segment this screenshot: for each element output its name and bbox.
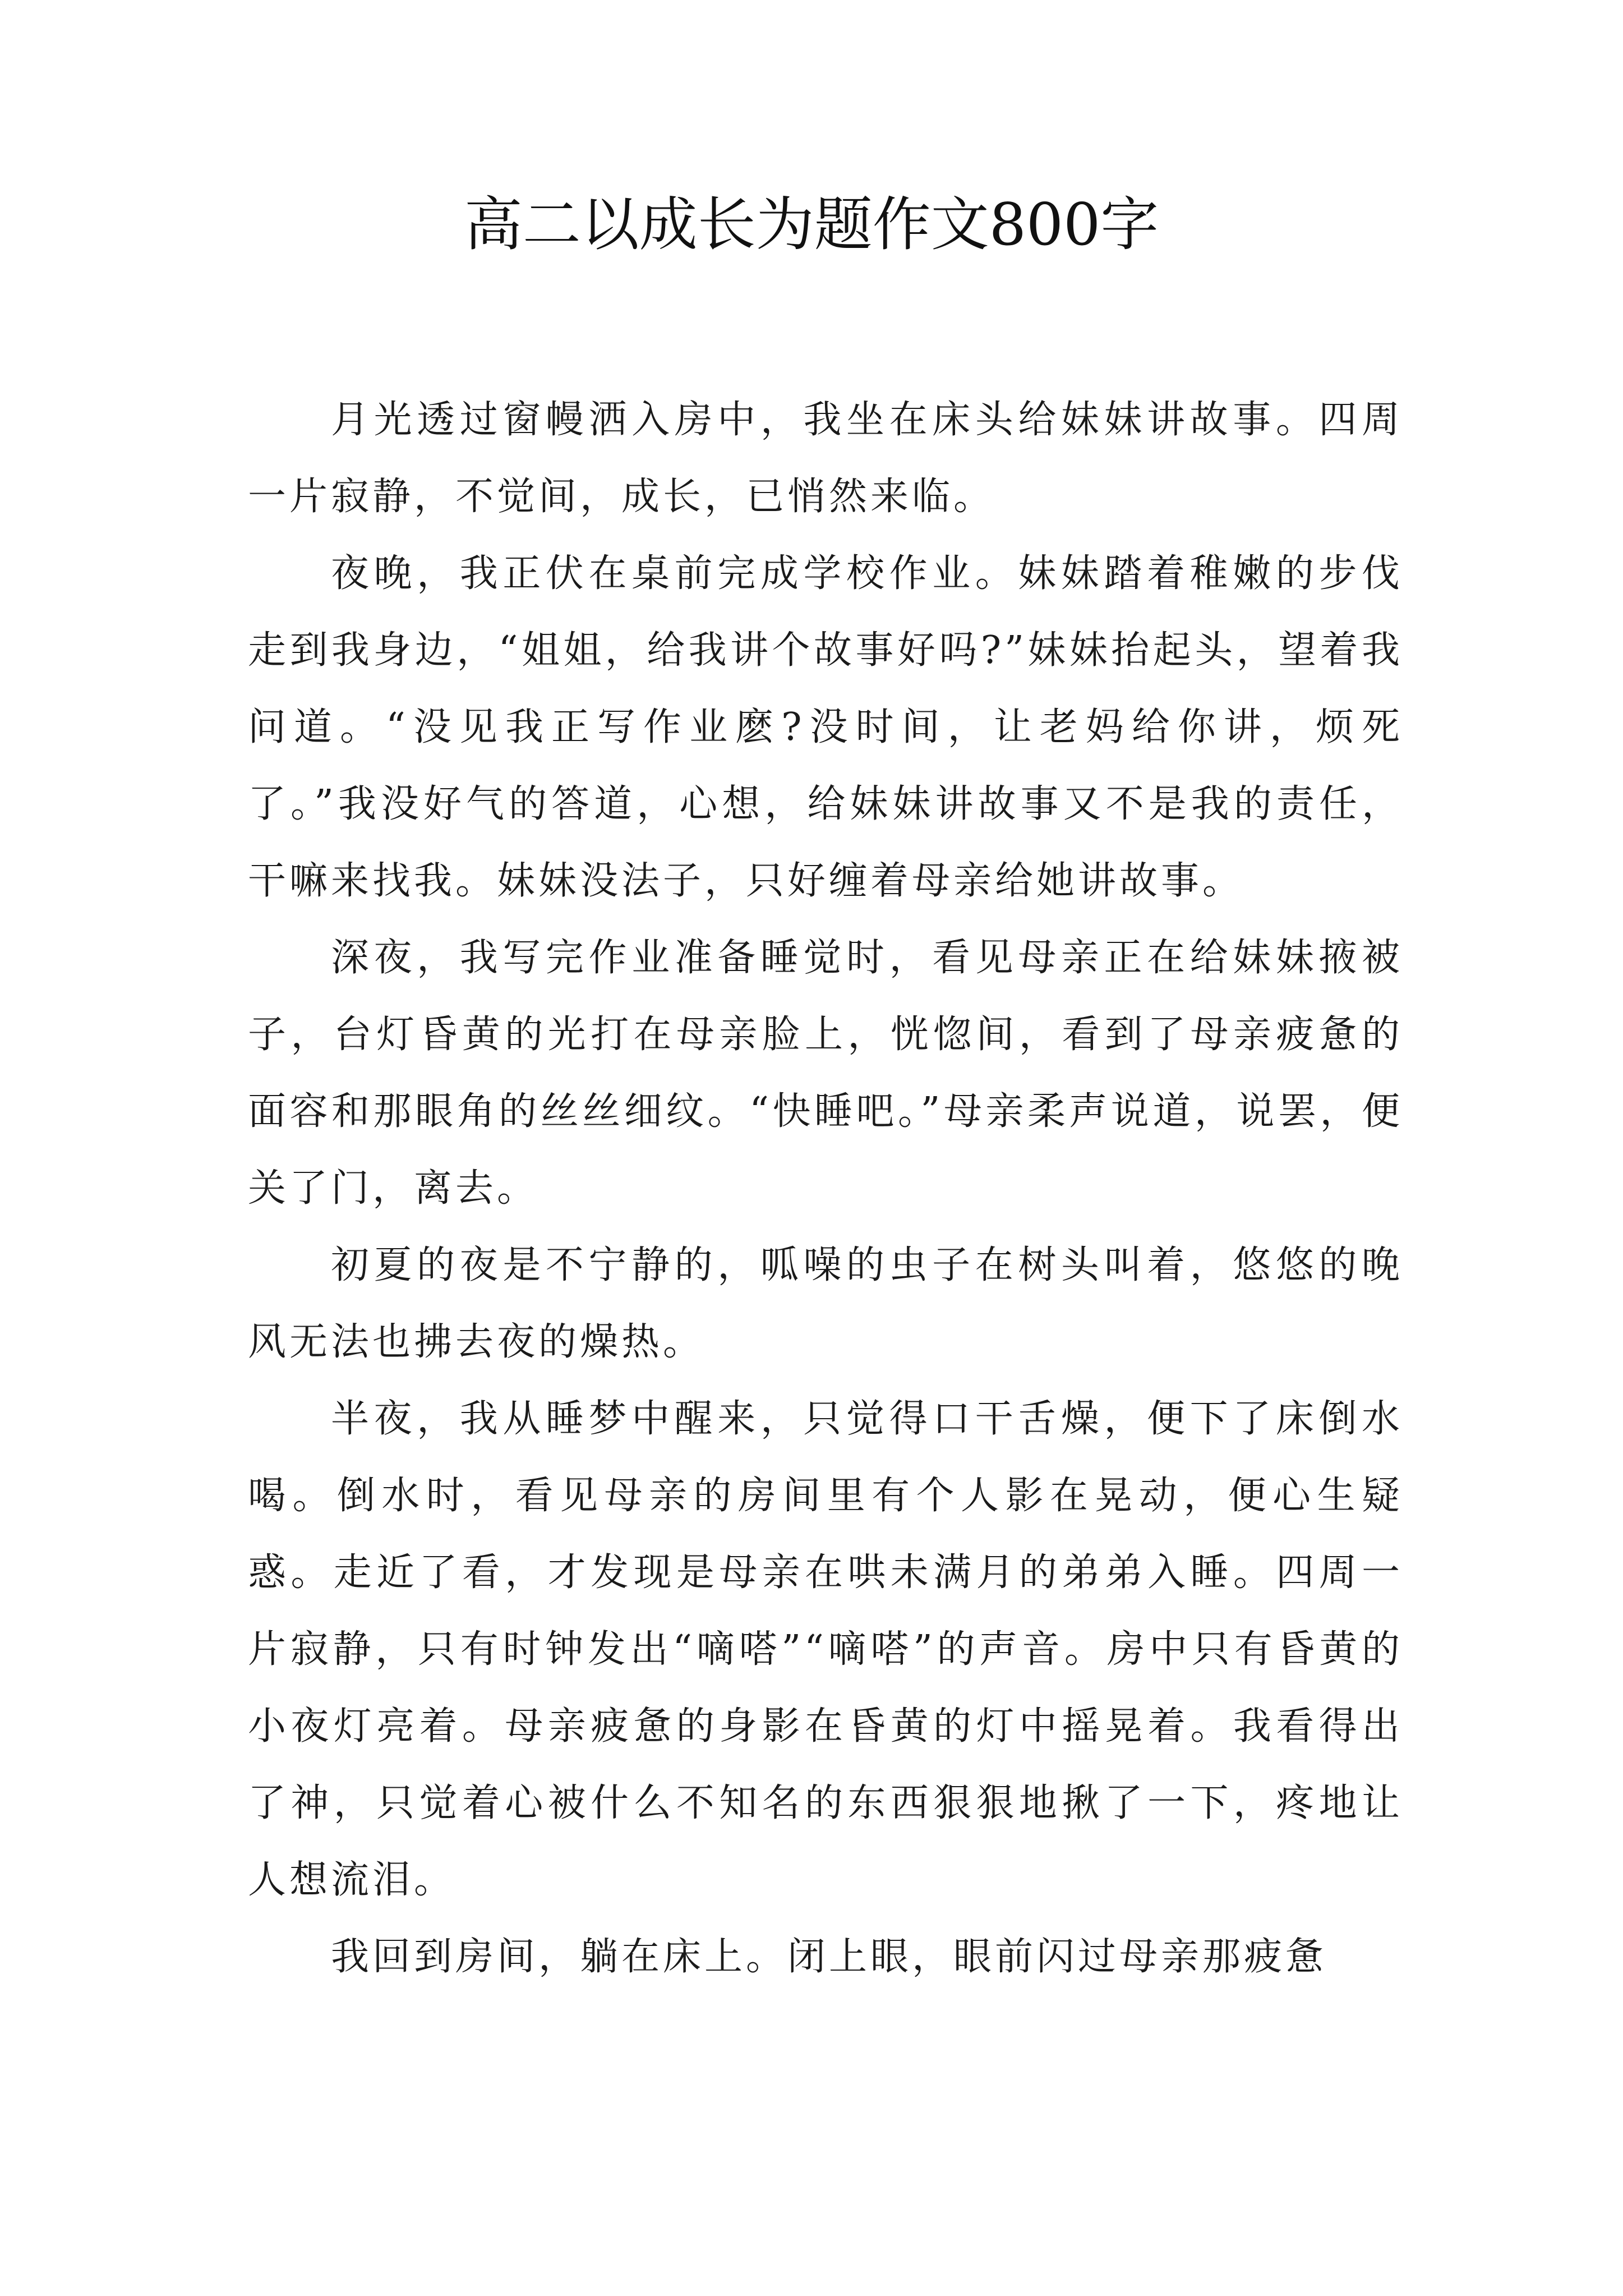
paragraph: 深夜，我写完作业准备睡觉时，看见母亲正在给妹妹掖被子，台灯昏黄的光打在母亲脸上，恍惚间，看到了母亲疲惫的面容和那眼角的丝丝细纹。“快睡吧。”母亲柔声说道，说罢，便关了门，离去。 <box>248 936 1403 1211</box>
paragraph: 半夜，我从睡梦中醒来，只觉得口干舌燥，便下了床倒水喝。倒水时，看见母亲的房间里有个人影在晃动，便心生疑惑。走近了看，才发现是母亲在哄未满月的弟弟入睡。四周一片寂静，只有时钟发出“嘀嗒”“嘀嗒”的声音。房中只有昏黄的小夜灯亮着。母亲疲惫的身影在昏黄的灯中摇晃着。我看得出了神，只觉着心被什么不知名的东西狠狠地揪了一下，疼地让人想流泪。 <box>248 1397 1403 1902</box>
document-body <box>248 381 1403 1995</box>
paragraph: 夜晚，我正伏在桌前完成学校作业。妹妹踏着稚嫩的步伐走到我身边，“姐姐，给我讲个故事好吗?”妹妹抬起头，望着我问道。“没见我正写作业麽?没时间，让老妈给你讲，烦死了。”我没好气的答道，心想，给妹妹讲故事又不是我的责任，干嘛来找我。妹妹没法子，只好缠着母亲给她讲故事。 <box>248 551 1403 903</box>
paragraph: 初夏的夜是不宁静的，呱噪的虫子在树头叫着，悠悠的晚风无法也拂去夜的燥热。 <box>248 1243 1403 1364</box>
paragraph: 我回到房间，躺在床上。闭上眼，眼前闪过母亲那疲惫 <box>331 1935 1327 1979</box>
paragraph: 月光透过窗幔洒入房中，我坐在床头给妹妹讲故事。四周一片寂静，不觉间，成长，已悄然来临。 <box>248 398 1403 519</box>
document-title: 高二以成长为题作文800字 <box>464 190 1159 259</box>
